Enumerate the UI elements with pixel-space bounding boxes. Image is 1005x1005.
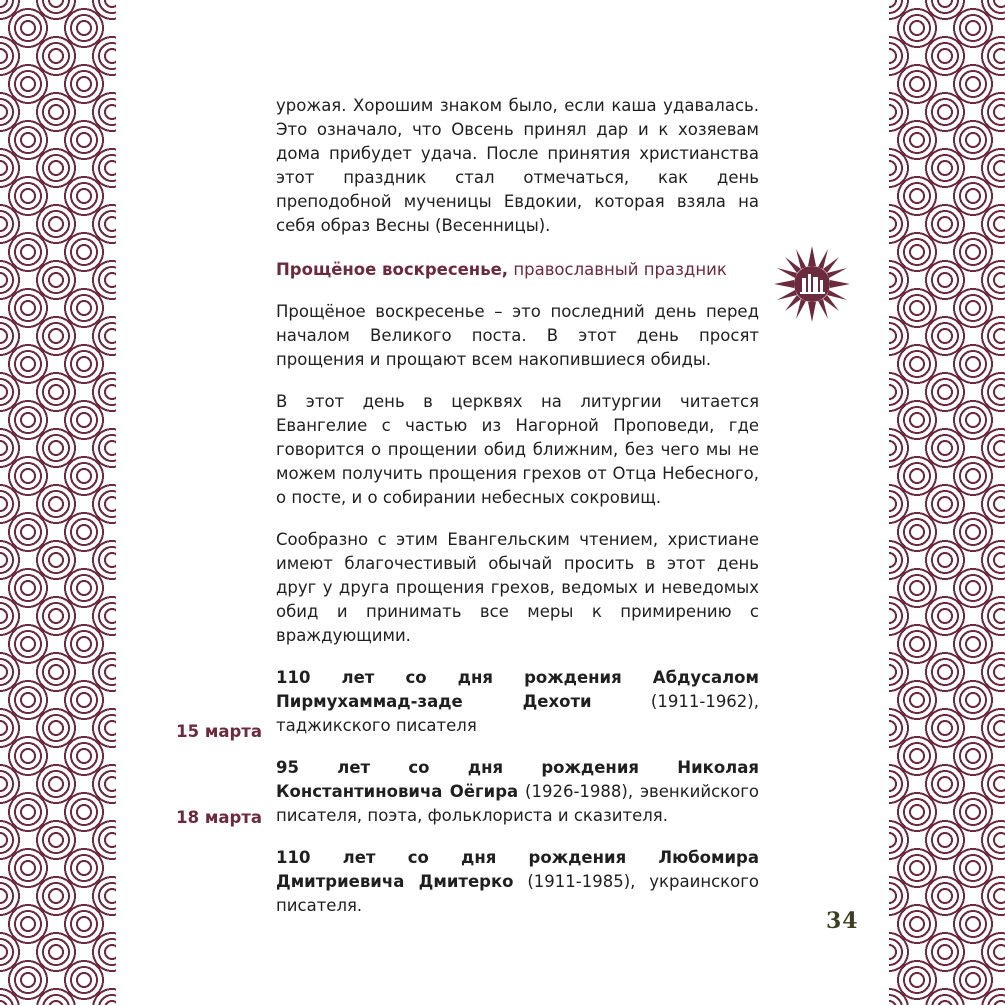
entry-dmiterko-details: (1911-1985), украинского писателя. (276, 872, 759, 915)
entry-oyogir-details: (1926-1988), эвенкийского писателя, поэта, фольклориста и сказителя. (276, 782, 760, 825)
entry-oyogir-title: 95 лет со дня рождения Николая Константиновича Оёгира (276, 758, 759, 801)
paragraph-ovsen: урожая. Хорошим знаком было, если каша удавалась. Это означало, что Овсень принял дар и к хозяевам дома прибудет удача. После принятия христианства этот праздник стал отмечаться, как день преподобной мученицы Евдокии, которая взяла на себя образ Весны (Весенницы). (276, 96, 759, 235)
ornament-border-left-icon (0, 0, 116, 1005)
main-text (276, 94, 759, 918)
holiday-subtitle: православный праздник (508, 260, 727, 279)
paragraph-forgiveness: Прощёное воскресенье – это последний день перед началом Великого поста. В этот день просят прощения и прощают всем накопившиеся обиды. (276, 302, 759, 369)
entry-dmiterko-title: 110 лет со дня рождения Любомира Дмитриевича Дмитерко (276, 848, 759, 891)
ornament-border-right-icon (889, 0, 1005, 1005)
sunburst-emblem-icon (772, 244, 852, 324)
holiday-title: Прощёное воскресенье, (276, 260, 509, 279)
entry-dekhoti-details: (1911-1962), таджикского писателя (276, 692, 759, 735)
paragraph-gospel: В этот день в церквях на литургии читается Евангелие с частью из Нагорной Проповеди, где говорится о прощении обид ближним, без чего мы не можем получить прощения грехов от Отца Небесного, о посте, и о собирании небесных сокровищ. (276, 392, 759, 507)
page-number: 34 (826, 908, 859, 934)
entry-oyogir (276, 756, 759, 828)
paragraph-custom: Сообразно с этим Евангельским чтением, христиане имеют благочестивый обычай просить в этот день друг у друга прощения грехов, ведомых и неведомых обид и принимать все меры к примирению с враждующими. (276, 530, 759, 645)
entry-dekhoti-title: 110 лет со дня рождения Абдусалом Пирмухаммад-заде Дехоти (276, 668, 759, 711)
date-label-18-march: 18 марта (176, 808, 262, 827)
holiday-heading (276, 258, 759, 282)
entry-dmiterko (276, 846, 759, 918)
entry-dekhoti (276, 666, 759, 738)
date-label-15-march: 15 марта (176, 722, 262, 741)
